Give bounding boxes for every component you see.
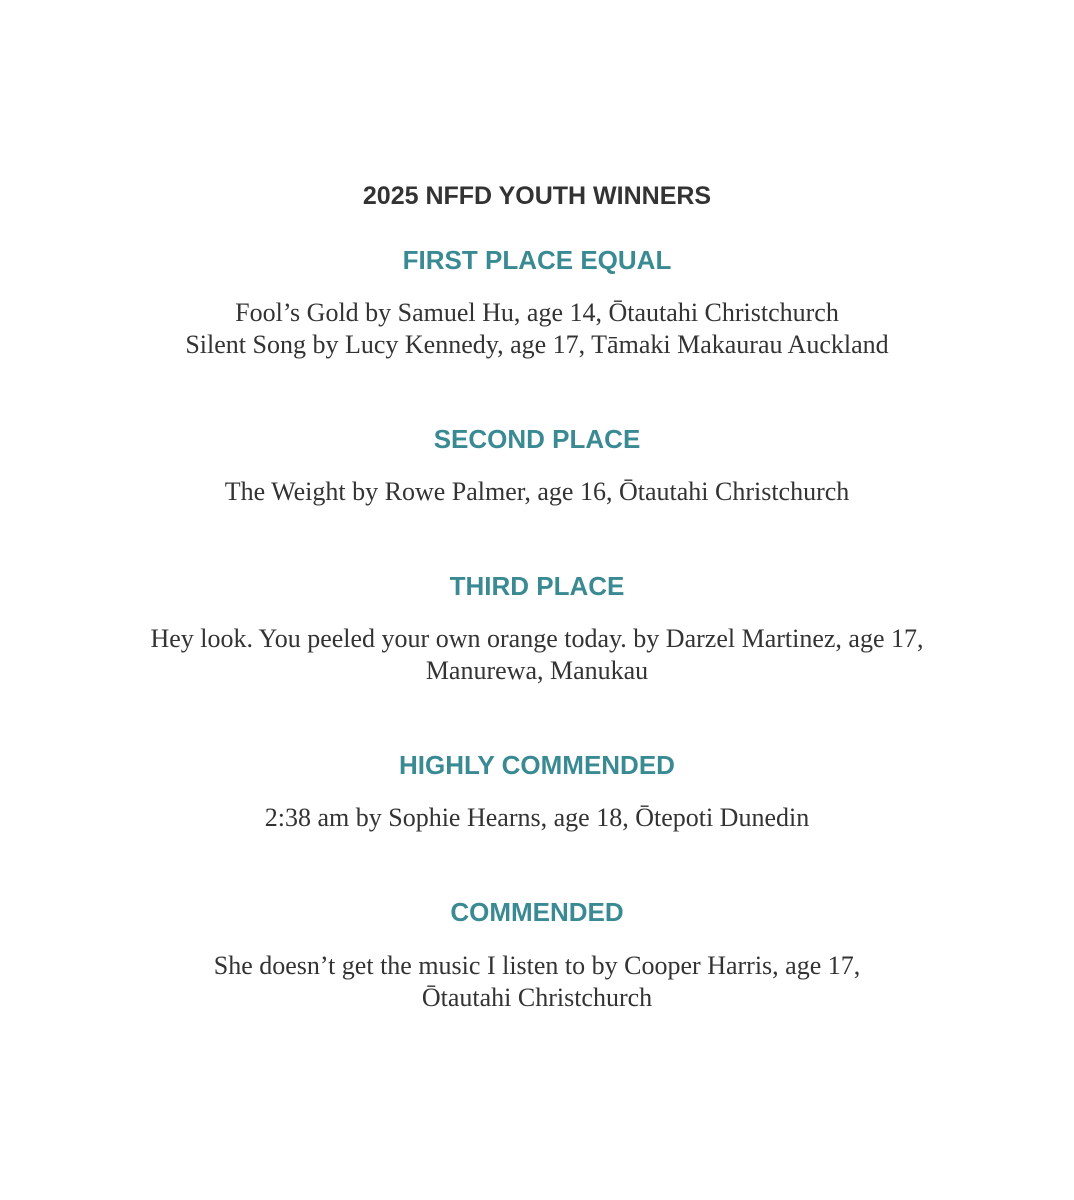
section-entries-highly-commended	[40, 802, 1034, 834]
section-entries-commended	[40, 950, 1034, 1014]
section-heading-commended: COMMENDED	[450, 897, 624, 927]
winner-entry: 2:38 am by Sophie Hearns, age 18, Ōtepoti Dunedin	[264, 803, 810, 832]
winner-entry: Ōtautahi Christchurch	[421, 983, 653, 1012]
winner-entry: The Weight by Rowe Palmer, age 16, Ōtautahi Christchurch	[224, 477, 850, 506]
winner-entry: Manurewa, Manukau	[425, 656, 649, 685]
section-heading-third-place: THIRD PLACE	[449, 571, 625, 601]
section-heading-highly-commended: HIGHLY COMMENDED	[399, 750, 675, 780]
winner-entry: Fool’s Gold by Samuel Hu, age 14, Ōtautahi Christchurch	[235, 298, 839, 327]
section-entries-first-place-equal	[40, 297, 1034, 361]
section-heading-first-place-equal: FIRST PLACE EQUAL	[402, 245, 672, 275]
section-entries-second-place	[40, 476, 1034, 508]
page-title: 2025 NFFD YOUTH WINNERS	[362, 182, 712, 210]
winner-entry: Hey look. You peeled your own orange today. by Darzel Martinez, age 17,	[150, 624, 924, 653]
winner-entry: Silent Song by Lucy Kennedy, age 17, Tāmaki Makaurau Auckland	[185, 330, 889, 359]
winner-entry: She doesn’t get the music I listen to by Cooper Harris, age 17,	[213, 951, 861, 980]
section-entries-third-place	[40, 623, 1034, 687]
section-heading-second-place: SECOND PLACE	[433, 424, 641, 454]
